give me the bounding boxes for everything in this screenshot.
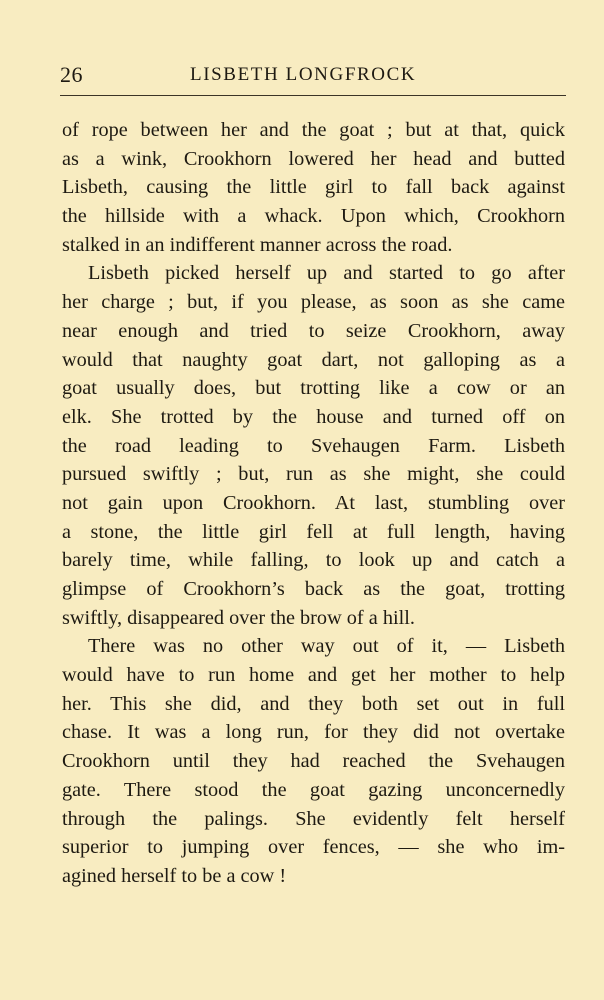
page-header [60, 62, 566, 92]
text-line: barely time, while falling, to look up and catch a [62, 549, 565, 572]
text-line: would that naughty goat dart, not galloping as a [62, 348, 565, 371]
paragraph-2 [62, 259, 565, 632]
text-line: of rope between her and the goat ; but at that, quick [62, 119, 565, 141]
running-title: LISBETH LONGFROCK [190, 64, 417, 85]
paragraph-3 [62, 632, 565, 890]
text-line: the hillside with a whack. Upon which, Crookhorn [62, 205, 565, 228]
text-line: agined herself to be a cow ! [62, 864, 287, 887]
text-line: Lisbeth, causing the little girl to fall back against [62, 176, 565, 199]
text-line: goat usually does, but trotting like a cow or an [62, 377, 565, 400]
text-line: pursued swiftly ; but, run as she might, she could [62, 463, 565, 486]
text-line: chase. It was a long run, for they did not overtake [62, 721, 565, 744]
header-rule [60, 95, 566, 96]
text-line: Crookhorn until they had reached the Svehaugen [62, 750, 565, 773]
text-line: the road leading to Svehaugen Farm. Lisbeth [62, 434, 565, 457]
text-line: not gain upon Crookhorn. At last, stumbling over [62, 491, 565, 514]
text-line: superior to jumping over fences, — she who im- [62, 836, 565, 859]
text-line: near enough and tried to seize Crookhorn, away [62, 319, 565, 342]
text-line: her. This she did, and they both set out in full [62, 692, 565, 715]
text-line: Lisbeth picked herself up and started to go after [88, 262, 565, 285]
text-line: gate. There stood the goat gazing unconcernedly [62, 778, 565, 801]
paragraph-1 [62, 116, 565, 259]
text-line: There was no other way out of it, — Lisbeth [88, 635, 565, 658]
text-line: glimpse of Crookhorn’s back as the goat, trotting [62, 578, 565, 600]
text-line: would have to run home and get her mother to help [62, 664, 565, 687]
text-line: through the palings. She evidently felt herself [62, 807, 565, 830]
text-line: as a wink, Crookhorn lowered her head and butted [62, 147, 565, 170]
text-line: her charge ; but, if you please, as soon as she came [62, 291, 565, 314]
text-line: swiftly, disappeared over the brow of a hill. [62, 606, 415, 629]
text-line: a stone, the little girl fell at full length, having [62, 520, 565, 543]
page-number: 26 [60, 62, 83, 87]
text-line: stalked in an indifferent manner across the road. [62, 233, 453, 256]
text-line: elk. She trotted by the house and turned off on [62, 405, 565, 428]
body-text [62, 116, 565, 891]
